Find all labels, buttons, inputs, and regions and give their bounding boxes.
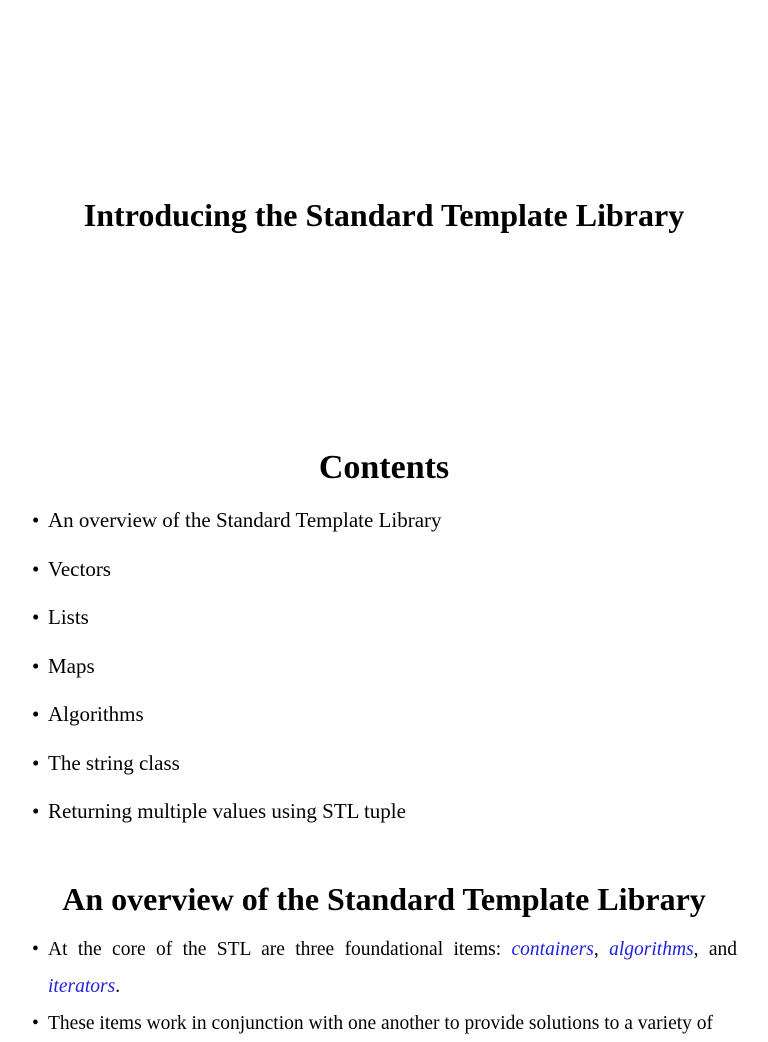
term-iterators-link[interactable]: iterators [48, 976, 116, 997]
bullet-icon: • [32, 1013, 39, 1034]
contents-list [0, 505, 768, 845]
contents-item-label: Returning multiple values using STL tuple [48, 799, 406, 823]
contents-item-label: Lists [48, 605, 89, 629]
bullet-icon: • [32, 750, 40, 775]
contents-item-label: Algorithms [48, 702, 144, 726]
overview-heading: An overview of the Standard Template Library [62, 881, 706, 917]
term-algorithms-link[interactable]: algorithms [609, 939, 694, 960]
bullet-icon: • [32, 799, 40, 823]
para-text: , [593, 939, 610, 960]
bullet-icon: • [32, 939, 39, 960]
bullet-icon: • [32, 508, 40, 532]
contents-heading: Contents [318, 449, 450, 486]
contents-item[interactable] [0, 554, 768, 603]
para-text: At the core of the STL are three foundational items: [48, 939, 512, 960]
contents-item-label: An overview of the Standard Template Library [48, 508, 442, 532]
contents-item[interactable] [0, 699, 768, 748]
contents-item-label: Maps [48, 653, 95, 678]
contents-item[interactable] [0, 748, 768, 797]
bullet-icon: • [32, 653, 40, 678]
contents-item[interactable] [0, 796, 768, 845]
overview-paragraph [32, 931, 738, 1005]
contents-item-label: The string class [48, 750, 180, 775]
para-text: , and [693, 939, 738, 960]
para-text: These items work in conjunction with one another to provide solutions to a variety of [48, 1013, 714, 1034]
page-title: Introducing the Standard Template Library [83, 197, 685, 233]
bullet-icon: • [32, 702, 40, 726]
bullet-icon: • [32, 605, 40, 629]
term-containers-link[interactable]: containers [511, 939, 594, 960]
contents-item-label: Vectors [48, 556, 111, 581]
contents-item[interactable] [0, 602, 768, 651]
contents-item[interactable] [0, 651, 768, 700]
para-text: . [115, 976, 121, 997]
contents-item[interactable] [0, 505, 768, 554]
bullet-icon: • [32, 556, 40, 581]
